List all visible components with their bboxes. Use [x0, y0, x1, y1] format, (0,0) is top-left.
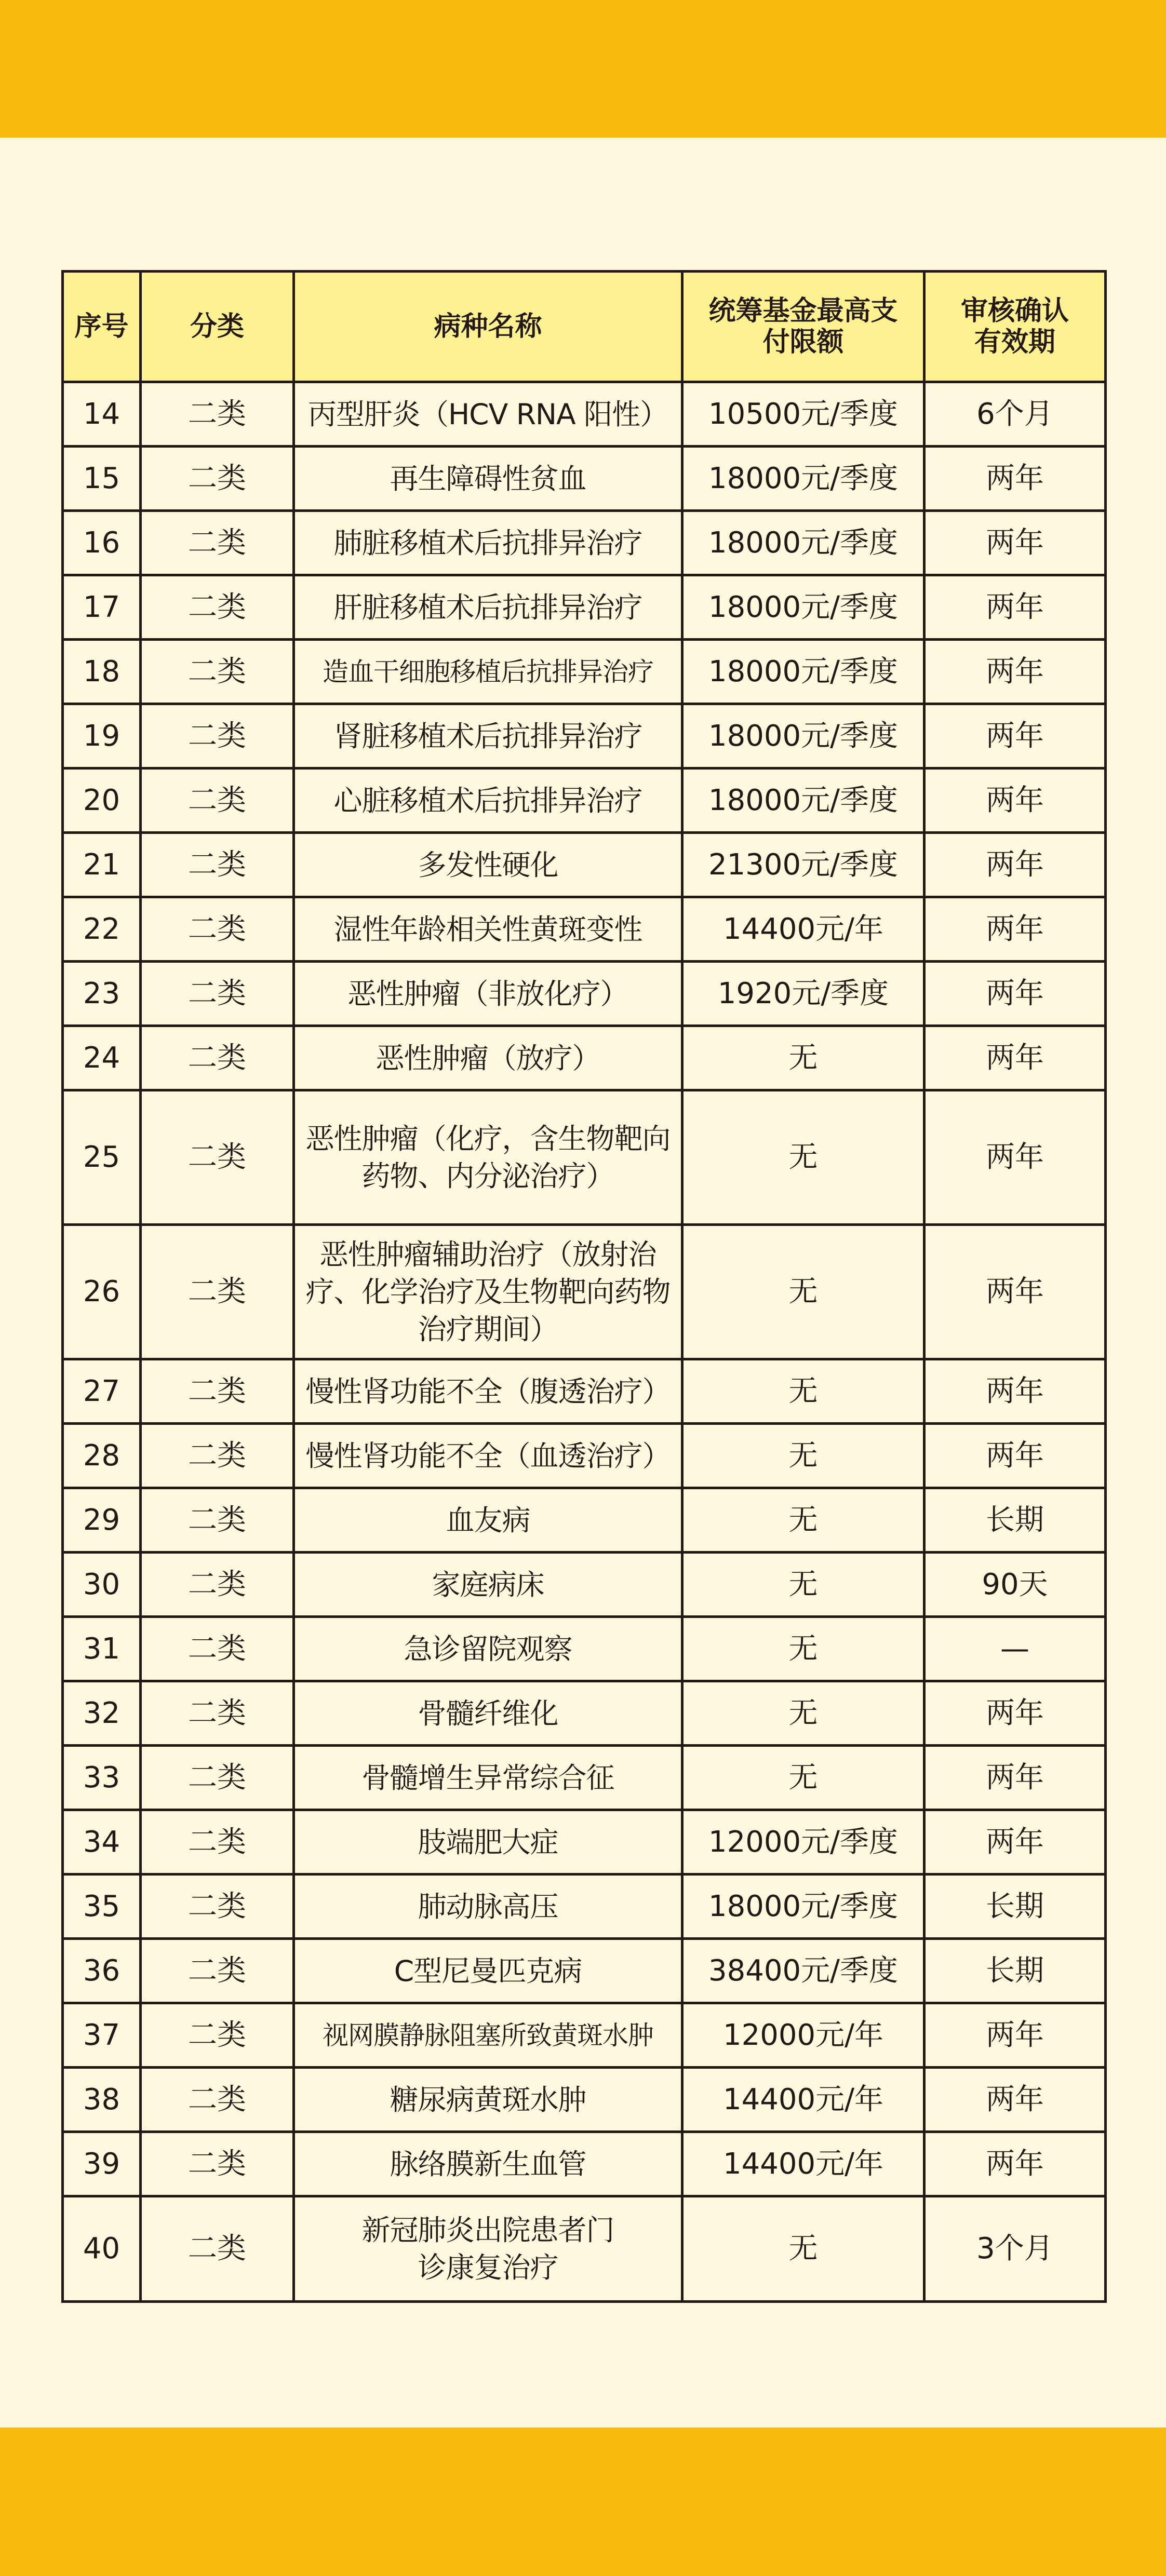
- cell-seq: 39: [63, 2132, 141, 2196]
- cell-validity: 两年: [924, 962, 1106, 1026]
- table-row: [63, 447, 1106, 511]
- cell-validity: 两年: [924, 511, 1106, 575]
- cell-seq: 27: [63, 1359, 141, 1424]
- table-row: [63, 1746, 1106, 1810]
- cell-disease-name: 再生障碍性贫血: [294, 447, 682, 511]
- table-row: [63, 511, 1106, 575]
- table-row: [63, 2068, 1106, 2132]
- cell-payment-limit: 18000元/季度: [682, 640, 924, 704]
- cell-disease-name: 糖尿病黄斑水肿: [294, 2068, 682, 2132]
- cell-seq: 23: [63, 962, 141, 1026]
- cell-payment-limit: 12000元/年: [682, 2003, 924, 2068]
- cell-seq: 22: [63, 897, 141, 962]
- cell-disease-name: 血友病: [294, 1488, 682, 1553]
- cell-category: 二类: [141, 1359, 294, 1424]
- cell-payment-limit: 无: [682, 1090, 924, 1225]
- table-row: [63, 1424, 1106, 1488]
- cell-disease-name: 恶性肿瘤（化疗，含生物靶向药物、内分泌治疗）: [294, 1090, 682, 1225]
- cell-category: 二类: [141, 2003, 294, 2068]
- cell-disease-name: 心脏移植术后抗排异治疗: [294, 768, 682, 833]
- cell-disease-name: 脉络膜新生血管: [294, 2132, 682, 2196]
- table-row: [63, 1874, 1106, 1939]
- table-row: [63, 1617, 1106, 1681]
- cell-category: 二类: [141, 1746, 294, 1810]
- cell-category: 二类: [141, 1090, 294, 1225]
- cell-disease-name: 家庭病床: [294, 1553, 682, 1617]
- table-row: [63, 1810, 1106, 1874]
- cell-seq: 35: [63, 1874, 141, 1939]
- cell-payment-limit: 无: [682, 1026, 924, 1090]
- table-row: [63, 768, 1106, 833]
- cell-category: 二类: [141, 1026, 294, 1090]
- cell-payment-limit: 无: [682, 1746, 924, 1810]
- cell-disease-name: 恶性肿瘤辅助治疗（放射治疗、化学治疗及生物靶向药物治疗期间）: [294, 1225, 682, 1359]
- cell-validity: 两年: [924, 768, 1106, 833]
- cell-disease-name: 多发性硬化: [294, 833, 682, 897]
- cell-category: 二类: [141, 1939, 294, 2003]
- cell-payment-limit: 无: [682, 1225, 924, 1359]
- table-row: [63, 2196, 1106, 2302]
- cell-seq: 15: [63, 447, 141, 511]
- cell-payment-limit: 无: [682, 1359, 924, 1424]
- cell-payment-limit: 无: [682, 1488, 924, 1553]
- cell-category: 二类: [141, 1810, 294, 1874]
- cell-validity: 长期: [924, 1488, 1106, 1553]
- cell-category: 二类: [141, 962, 294, 1026]
- cell-validity: 两年: [924, 1026, 1106, 1090]
- cell-payment-limit: 18000元/季度: [682, 1874, 924, 1939]
- cell-disease-name: 视网膜静脉阻塞所致黄斑水肿: [294, 2003, 682, 2068]
- cell-validity: 两年: [924, 704, 1106, 768]
- table-row: [63, 1225, 1106, 1359]
- cell-disease-name: 肝脏移植术后抗排异治疗: [294, 575, 682, 640]
- cell-validity: 两年: [924, 640, 1106, 704]
- cell-category: 二类: [141, 1488, 294, 1553]
- cell-validity: 3个月: [924, 2196, 1106, 2302]
- cell-validity: 两年: [924, 1359, 1106, 1424]
- cell-seq: 37: [63, 2003, 141, 2068]
- cell-category: 二类: [141, 575, 294, 640]
- table-row: [63, 1090, 1106, 1225]
- cell-payment-limit: 无: [682, 1681, 924, 1746]
- cell-validity: 长期: [924, 1939, 1106, 2003]
- cell-disease-name: 急诊留院观察: [294, 1617, 682, 1681]
- cell-payment-limit: 14400元/年: [682, 897, 924, 962]
- cell-category: 二类: [141, 1225, 294, 1359]
- header-category: 分类: [141, 272, 294, 382]
- cell-validity: 长期: [924, 1874, 1106, 1939]
- cell-payment-limit: 12000元/季度: [682, 1810, 924, 1874]
- cell-category: 二类: [141, 1617, 294, 1681]
- cell-category: 二类: [141, 2068, 294, 2132]
- cell-payment-limit: 14400元/年: [682, 2068, 924, 2132]
- cell-category: 二类: [141, 897, 294, 962]
- cell-disease-name: 肺动脉高压: [294, 1874, 682, 1939]
- cell-category: 二类: [141, 447, 294, 511]
- cell-disease-name: 丙型肝炎（HCV RNA 阳性）: [294, 382, 682, 447]
- cell-seq: 32: [63, 1681, 141, 1746]
- cell-category: 二类: [141, 704, 294, 768]
- cell-category: 二类: [141, 833, 294, 897]
- table-row: [63, 382, 1106, 447]
- header-seq: 序号: [63, 272, 141, 382]
- cell-validity: 两年: [924, 1424, 1106, 1488]
- cell-disease-name: 肢端肥大症: [294, 1810, 682, 1874]
- cell-payment-limit: 无: [682, 1617, 924, 1681]
- cell-payment-limit: 18000元/季度: [682, 511, 924, 575]
- cell-seq: 40: [63, 2196, 141, 2302]
- cell-disease-name: 肾脏移植术后抗排异治疗: [294, 704, 682, 768]
- cell-validity: 6个月: [924, 382, 1106, 447]
- cell-validity: 两年: [924, 897, 1106, 962]
- cell-payment-limit: 无: [682, 2196, 924, 2302]
- cell-validity: 两年: [924, 575, 1106, 640]
- cell-validity: 90天: [924, 1553, 1106, 1617]
- cell-seq: 21: [63, 833, 141, 897]
- cell-disease-name: 骨髓纤维化: [294, 1681, 682, 1746]
- cell-payment-limit: 18000元/季度: [682, 447, 924, 511]
- cell-validity: —: [924, 1617, 1106, 1681]
- cell-seq: 33: [63, 1746, 141, 1810]
- table-row: [63, 704, 1106, 768]
- table-row: [63, 1939, 1106, 2003]
- cell-validity: 两年: [924, 2068, 1106, 2132]
- cell-disease-name: 肺脏移植术后抗排异治疗: [294, 511, 682, 575]
- cell-seq: 29: [63, 1488, 141, 1553]
- cell-payment-limit: 21300元/季度: [682, 833, 924, 897]
- cell-disease-name: 慢性肾功能不全（血透治疗）: [294, 1424, 682, 1488]
- cell-payment-limit: 1920元/季度: [682, 962, 924, 1026]
- cell-category: 二类: [141, 1553, 294, 1617]
- cell-seq: 36: [63, 1939, 141, 2003]
- cell-category: 二类: [141, 768, 294, 833]
- table-header-row: [63, 272, 1106, 382]
- cell-disease-name: 慢性肾功能不全（腹透治疗）: [294, 1359, 682, 1424]
- cell-category: 二类: [141, 2132, 294, 2196]
- cell-seq: 38: [63, 2068, 141, 2132]
- cell-category: 二类: [141, 1424, 294, 1488]
- disease-table: [61, 270, 1107, 2303]
- cell-validity: 两年: [924, 1746, 1106, 1810]
- cell-seq: 19: [63, 704, 141, 768]
- cell-seq: 16: [63, 511, 141, 575]
- cell-payment-limit: 18000元/季度: [682, 704, 924, 768]
- cell-validity: 两年: [924, 833, 1106, 897]
- cell-disease-name: 骨髓增生异常综合征: [294, 1746, 682, 1810]
- table-row: [63, 833, 1106, 897]
- cell-category: 二类: [141, 640, 294, 704]
- cell-payment-limit: 10500元/季度: [682, 382, 924, 447]
- cell-disease-name: 恶性肿瘤（放疗）: [294, 1026, 682, 1090]
- cell-disease-name: 新冠肺炎出院患者门诊康复治疗: [294, 2196, 682, 2302]
- cell-payment-limit: 38400元/季度: [682, 1939, 924, 2003]
- table-row: [63, 1681, 1106, 1746]
- cell-seq: 26: [63, 1225, 141, 1359]
- bottom-banner: [0, 2427, 1166, 2576]
- top-banner: [0, 0, 1166, 138]
- table-row: [63, 575, 1106, 640]
- cell-seq: 28: [63, 1424, 141, 1488]
- cell-category: 二类: [141, 1681, 294, 1746]
- table-row: [63, 1553, 1106, 1617]
- cell-validity: 两年: [924, 2132, 1106, 2196]
- cell-seq: 14: [63, 382, 141, 447]
- cell-validity: 两年: [924, 1090, 1106, 1225]
- cell-payment-limit: 18000元/季度: [682, 768, 924, 833]
- cell-seq: 34: [63, 1810, 141, 1874]
- cell-disease-name: 湿性年龄相关性黄斑变性: [294, 897, 682, 962]
- cell-payment-limit: 无: [682, 1424, 924, 1488]
- cell-seq: 17: [63, 575, 141, 640]
- cell-validity: 两年: [924, 1810, 1106, 1874]
- table-row: [63, 640, 1106, 704]
- table-row: [63, 1488, 1106, 1553]
- header-payment-limit: 统筹基金最高支付限额: [682, 272, 924, 382]
- cell-seq: 20: [63, 768, 141, 833]
- cell-seq: 25: [63, 1090, 141, 1225]
- cell-validity: 两年: [924, 1681, 1106, 1746]
- cell-disease-name: 恶性肿瘤（非放化疗）: [294, 962, 682, 1026]
- cell-payment-limit: 18000元/季度: [682, 575, 924, 640]
- cell-validity: 两年: [924, 2003, 1106, 2068]
- table-row: [63, 897, 1106, 962]
- table-row: [63, 962, 1106, 1026]
- header-validity: 审核确认有效期: [924, 272, 1106, 382]
- cell-category: 二类: [141, 511, 294, 575]
- cell-payment-limit: 14400元/年: [682, 2132, 924, 2196]
- table-row: [63, 1026, 1106, 1090]
- table-row: [63, 2132, 1106, 2196]
- cell-category: 二类: [141, 2196, 294, 2302]
- cell-seq: 30: [63, 1553, 141, 1617]
- cell-disease-name: C型尼曼匹克病: [294, 1939, 682, 2003]
- cell-seq: 24: [63, 1026, 141, 1090]
- cell-category: 二类: [141, 382, 294, 447]
- table-row: [63, 2003, 1106, 2068]
- cell-validity: 两年: [924, 447, 1106, 511]
- header-disease-name: 病种名称: [294, 272, 682, 382]
- cell-seq: 31: [63, 1617, 141, 1681]
- cell-validity: 两年: [924, 1225, 1106, 1359]
- table-row: [63, 1359, 1106, 1424]
- cell-category: 二类: [141, 1874, 294, 1939]
- cell-seq: 18: [63, 640, 141, 704]
- cell-disease-name: 造血干细胞移植后抗排异治疗: [294, 640, 682, 704]
- cell-payment-limit: 无: [682, 1553, 924, 1617]
